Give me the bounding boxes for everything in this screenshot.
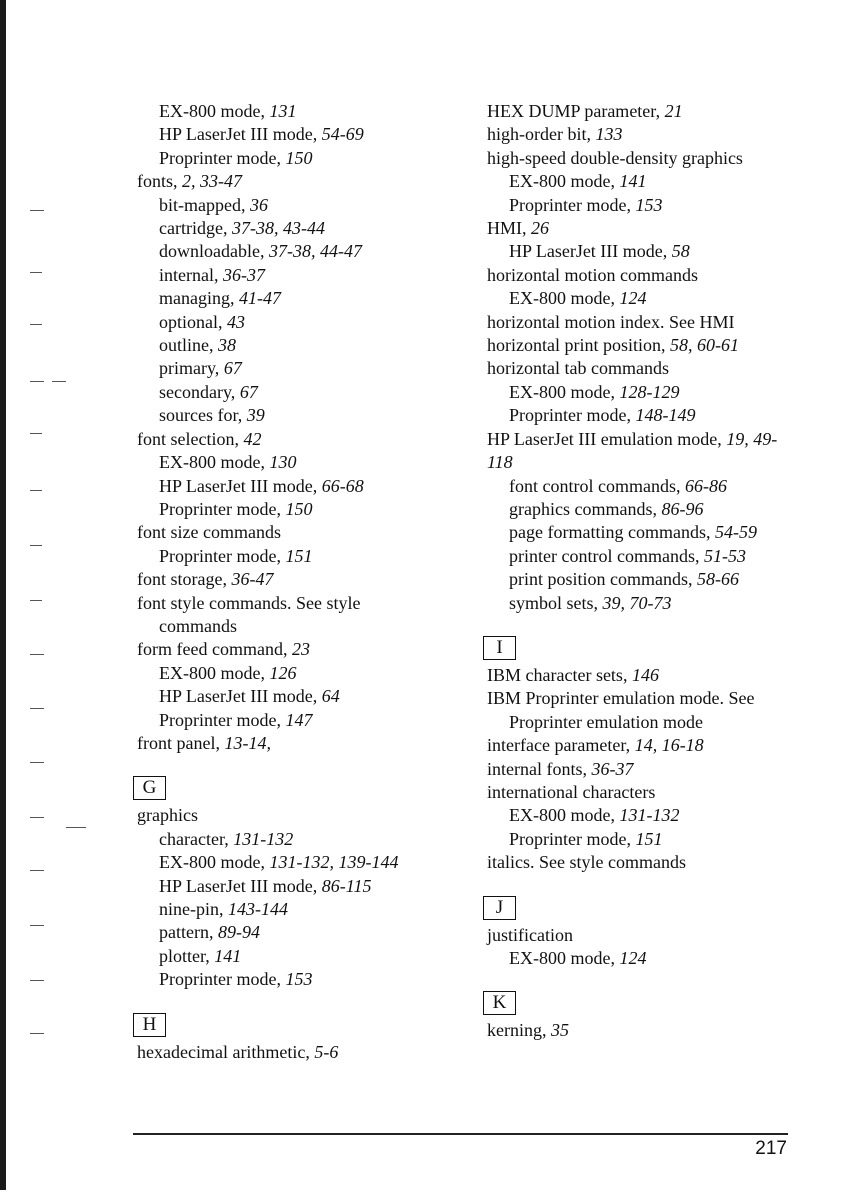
entry-page-refs: 67 — [239, 381, 258, 402]
entry-term: HP LaserJet III mode, — [159, 124, 322, 145]
entry-page-refs: 128-129 — [619, 381, 680, 402]
entry-term: pattern, — [159, 922, 218, 943]
index-subentry — [133, 475, 463, 498]
entry-term: Proprinter mode, — [509, 828, 636, 849]
index-entry — [483, 217, 823, 240]
entry-term: HP LaserJet III mode, — [159, 475, 322, 496]
entry-term: kerning, — [487, 1020, 551, 1041]
entry-term: form feed command, — [137, 639, 292, 660]
section-letter-heading — [133, 992, 463, 1041]
entry-page-refs: 54-59 — [714, 522, 757, 543]
entry-term: front panel, — [137, 732, 225, 753]
entry-page-refs: 26 — [531, 218, 549, 239]
entry-page-refs: 38 — [218, 335, 236, 356]
index-entry — [483, 334, 823, 357]
index-entry — [483, 311, 823, 334]
entry-term: font selection, — [137, 428, 244, 449]
index-entry — [133, 732, 463, 755]
section-letter-box: H — [133, 1013, 166, 1037]
index-subentry — [133, 334, 463, 357]
entry-page-refs: 133 — [595, 124, 623, 145]
section-letter-box: J — [483, 896, 516, 920]
index-subentry — [133, 968, 463, 991]
index-subentry — [133, 545, 463, 568]
entry-page-refs: 66-86 — [684, 475, 727, 496]
index-subentry — [133, 662, 463, 685]
index-subentry — [133, 945, 463, 968]
index-subentry — [133, 100, 463, 123]
entry-page-refs: 151 — [285, 545, 313, 566]
index-subentry — [133, 851, 463, 874]
entry-term: primary, — [159, 358, 224, 379]
entry-page-refs: 43 — [227, 311, 245, 332]
section-letter-box: G — [133, 776, 166, 800]
entry-term: HP LaserJet III mode, — [159, 686, 322, 707]
index-subentry — [133, 147, 463, 170]
entry-page-refs: 36-47 — [231, 569, 274, 590]
index-subentry — [133, 875, 463, 898]
index-subentry — [483, 828, 823, 851]
entry-term: internal fonts, — [487, 758, 592, 779]
index-entry — [133, 521, 463, 544]
entry-term: EX-800 mode, — [509, 948, 620, 968]
index-entry — [483, 428, 823, 451]
entry-term: nine-pin, — [159, 899, 228, 919]
entry-term: HMI, — [487, 218, 531, 239]
entry-page-refs: 58, 60-61 — [669, 335, 739, 356]
index-entry — [483, 451, 823, 474]
index-subentry — [133, 828, 463, 851]
index-subentry — [133, 217, 463, 240]
entry-page-refs: 58-66 — [697, 569, 739, 590]
entry-page-refs: 131-132 — [619, 805, 680, 826]
index-subentry — [133, 404, 463, 427]
entry-page-refs: 21 — [664, 101, 683, 121]
entry-page-refs: 13-14, — [224, 732, 271, 753]
entry-page-refs: 146 — [631, 664, 659, 685]
entry-page-refs: 36-37 — [222, 264, 265, 285]
index-subentry — [133, 264, 463, 287]
index-entry — [483, 1019, 823, 1042]
index-column-left — [133, 100, 463, 1064]
index-entry — [483, 711, 823, 734]
entry-term: Proprinter mode, — [159, 969, 286, 990]
entry-page-refs: 23 — [291, 639, 310, 660]
binding-edge — [0, 0, 6, 1190]
index-subentry — [133, 240, 463, 263]
entry-page-refs: 2, 33-47 — [182, 171, 242, 192]
index-entry — [133, 638, 463, 661]
index-subentry — [133, 451, 463, 474]
index-entry — [483, 147, 823, 170]
page-number: 217 — [755, 1138, 787, 1159]
index-subentry — [133, 921, 463, 944]
entry-term: EX-800 mode, — [509, 805, 620, 826]
entry-term: italics. See style commands — [487, 852, 686, 873]
entry-term: horizontal print position, — [487, 335, 670, 356]
entry-term: symbol sets, — [509, 592, 603, 613]
entry-term: HEX DUMP parameter, — [487, 101, 665, 121]
entry-term: high-speed double-density graphics — [487, 147, 743, 168]
entry-term: page formatting commands, — [509, 522, 715, 543]
index-entry — [133, 804, 463, 827]
entry-page-refs: 39 — [246, 405, 265, 426]
entry-term: character, — [159, 828, 234, 849]
entry-term: EX-800 mode, — [509, 171, 620, 192]
index-subentry — [483, 545, 823, 568]
entry-page-refs: 126 — [269, 662, 297, 683]
index-subentry — [133, 123, 463, 146]
index-subentry — [483, 521, 823, 544]
entry-term: high-order bit, — [487, 124, 596, 145]
entry-page-refs: 124 — [619, 288, 647, 309]
entry-page-refs: 141 — [619, 171, 647, 192]
entry-term: Proprinter mode, — [509, 405, 636, 426]
entry-term: IBM character sets, — [487, 664, 632, 685]
index-entry — [483, 781, 823, 804]
entry-term: commands — [159, 615, 237, 636]
entry-page-refs: 131-132 — [233, 828, 294, 849]
entry-term: printer control commands, — [509, 545, 704, 566]
index-subentry — [483, 568, 823, 591]
entry-term: font size commands — [137, 522, 281, 543]
index-subentry — [133, 194, 463, 217]
entry-page-refs: 51-53 — [703, 545, 746, 566]
entry-term: Proprinter mode, — [509, 194, 636, 215]
section-letter-box: K — [483, 991, 516, 1015]
index-subentry — [133, 898, 463, 921]
entry-page-refs: 37-38, 44-47 — [268, 241, 362, 262]
index-entry — [483, 734, 823, 757]
entry-term: EX-800 mode, — [159, 101, 270, 121]
entry-page-refs: 130 — [269, 452, 297, 473]
entry-term: Proprinter mode, — [159, 709, 286, 730]
index-entry — [483, 664, 823, 687]
entry-term: HP LaserJet III mode, — [159, 875, 322, 896]
entry-term: managing, — [159, 288, 239, 309]
index-entry — [133, 1041, 463, 1064]
entry-term: print position commands, — [509, 569, 697, 590]
index-entry — [483, 123, 823, 146]
index-subentry — [483, 287, 823, 310]
index-subentry — [133, 357, 463, 380]
section-letter-box: I — [483, 636, 516, 660]
index-entry — [483, 924, 823, 947]
index-entry — [133, 428, 463, 451]
section-letter-heading — [483, 970, 823, 1019]
entry-term: EX-800 mode, — [509, 381, 620, 402]
index-entry — [483, 687, 823, 710]
index-entry — [483, 758, 823, 781]
entry-term: optional, — [159, 311, 227, 332]
entry-term: secondary, — [159, 381, 240, 402]
entry-page-refs: 151 — [635, 828, 663, 849]
entry-page-refs: 67 — [223, 358, 242, 379]
index-entry — [133, 615, 463, 638]
entry-term: sources for, — [159, 405, 247, 426]
entry-term: IBM Proprinter emulation mode. See — [487, 688, 755, 709]
index-subentry — [133, 685, 463, 708]
index-subentry — [133, 498, 463, 521]
entry-page-refs: 150 — [285, 498, 313, 519]
entry-term: Proprinter mode, — [159, 545, 286, 566]
index-entry — [483, 264, 823, 287]
index-entry — [133, 568, 463, 591]
footer-rule — [133, 1133, 788, 1135]
entry-page-refs: 19, 49- — [726, 428, 778, 449]
index-subentry — [483, 592, 823, 615]
entry-page-refs: 141 — [214, 945, 242, 966]
entry-page-refs: 131-132, 139-144 — [269, 852, 399, 873]
entry-term: plotter, — [159, 945, 215, 966]
entry-term: fonts, — [137, 171, 182, 192]
entry-term: font storage, — [137, 569, 232, 590]
entry-term: EX-800 mode, — [159, 852, 270, 873]
entry-term: graphics commands, — [509, 498, 662, 519]
entry-page-refs: 54-69 — [321, 124, 364, 145]
entry-page-refs: 147 — [285, 709, 313, 730]
entry-page-refs: 131 — [269, 101, 297, 121]
entry-page-refs: 64 — [321, 686, 340, 707]
index-subentry — [483, 947, 823, 970]
index-subentry — [133, 311, 463, 334]
entry-page-refs: 35 — [550, 1020, 569, 1041]
entry-term: HP LaserJet III mode, — [509, 241, 672, 262]
entry-page-refs: 58 — [671, 241, 690, 262]
entry-term: international characters — [487, 781, 656, 802]
section-letter-heading — [483, 875, 823, 924]
entry-term: horizontal tab commands — [487, 358, 669, 379]
entry-page-refs: 143-144 — [228, 899, 288, 919]
index-subentry — [483, 498, 823, 521]
entry-page-refs: 14, 16-18 — [634, 735, 704, 756]
entry-page-refs: 153 — [635, 194, 663, 215]
entry-term: font control commands, — [509, 475, 685, 496]
entry-page-refs: 86-96 — [661, 498, 704, 519]
entry-page-refs: 41-47 — [238, 288, 281, 309]
entry-term: HP LaserJet III emulation mode, — [487, 428, 727, 449]
entry-term: EX-800 mode, — [159, 452, 270, 473]
entry-page-refs: 36 — [249, 194, 268, 215]
entry-term: outline, — [159, 335, 218, 356]
entry-term: horizontal motion commands — [487, 264, 698, 285]
entry-term: EX-800 mode, — [509, 288, 620, 309]
entry-term: horizontal motion index. See HMI — [487, 311, 735, 332]
index-subentry — [483, 404, 823, 427]
entry-term: font style commands. See style — [137, 592, 361, 613]
index-subentry — [483, 170, 823, 193]
entry-page-refs: 124 — [619, 948, 647, 968]
entry-term: downloadable, — [159, 241, 269, 262]
index-subentry — [483, 240, 823, 263]
entry-page-refs: 5-6 — [314, 1041, 339, 1062]
index-entry — [483, 851, 823, 874]
index-subentry — [133, 287, 463, 310]
entry-term: Proprinter mode, — [159, 498, 286, 519]
entry-page-refs: 42 — [243, 428, 262, 449]
entry-page-refs: 118 — [487, 452, 513, 473]
entry-term: cartridge, — [159, 218, 232, 239]
index-subentry — [483, 381, 823, 404]
index-entry — [133, 592, 463, 615]
index-subentry — [483, 475, 823, 498]
index-entry — [483, 100, 823, 123]
index-entry — [133, 170, 463, 193]
section-letter-heading — [483, 615, 823, 664]
entry-term: interface parameter, — [487, 735, 635, 756]
entry-term: Proprinter mode, — [159, 147, 286, 168]
entry-term: bit-mapped, — [159, 194, 250, 215]
entry-term: Proprinter emulation mode — [509, 711, 703, 732]
index-entry — [483, 357, 823, 380]
section-letter-heading — [133, 755, 463, 804]
entry-page-refs: 36-37 — [591, 758, 634, 779]
entry-term: justification — [487, 924, 573, 945]
entry-term: graphics — [137, 805, 198, 826]
index-subentry — [483, 194, 823, 217]
entry-page-refs: 89-94 — [217, 922, 260, 943]
entry-page-refs: 148-149 — [635, 405, 696, 426]
entry-page-refs: 86-115 — [321, 875, 372, 896]
entry-page-refs: 39, 70-73 — [602, 592, 672, 613]
entry-term: EX-800 mode, — [159, 662, 270, 683]
entry-term: hexadecimal arithmetic, — [137, 1041, 315, 1062]
entry-page-refs: 66-68 — [321, 475, 364, 496]
entry-page-refs: 37-38, 43-44 — [231, 218, 325, 239]
index-subentry — [483, 804, 823, 827]
index-column-right — [483, 100, 823, 1043]
entry-page-refs: 150 — [285, 147, 313, 168]
index-subentry — [133, 709, 463, 732]
entry-term: internal, — [159, 264, 223, 285]
entry-page-refs: 153 — [285, 969, 313, 990]
index-subentry — [133, 381, 463, 404]
